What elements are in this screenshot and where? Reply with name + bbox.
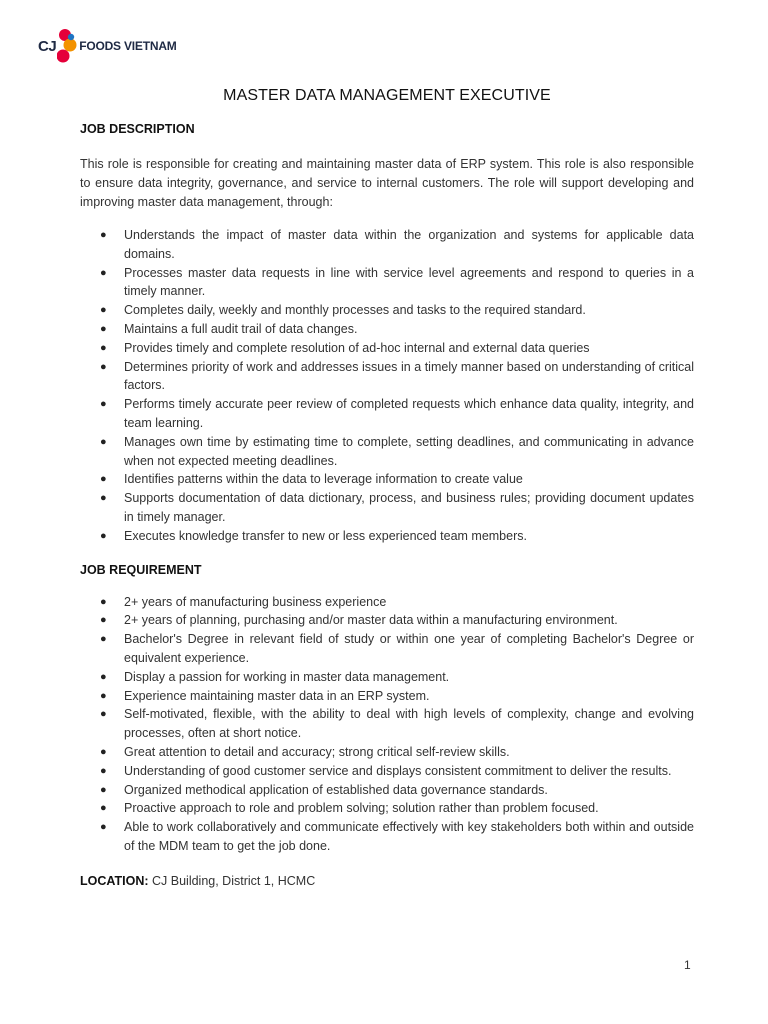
job-requirement-item bbox=[80, 593, 694, 612]
job-description-item bbox=[80, 301, 694, 320]
bullet-icon: ● bbox=[100, 322, 107, 335]
job-requirement-item bbox=[80, 687, 694, 706]
job-requirement-item-text: Display a passion for working in master data management. bbox=[124, 669, 450, 684]
bullet-icon: ● bbox=[100, 304, 107, 317]
job-requirement-heading: JOB REQUIREMENT bbox=[80, 562, 202, 577]
bullet-icon: ● bbox=[100, 229, 107, 241]
job-description-item bbox=[80, 395, 694, 433]
job-description-item bbox=[80, 433, 694, 471]
job-description-item-text: Determines priority of work and addresses issues in a timely manner based on understanding of critical factors. bbox=[124, 359, 694, 393]
bullet-icon: ● bbox=[100, 595, 107, 608]
job-description-item-text: Supports documentation of data dictionary, process, and business rules; providing document updates in timely manager. bbox=[124, 491, 694, 524]
job-requirement-item bbox=[80, 743, 694, 762]
job-requirement-item-text: Self-motivated, flexible, with the ability to deal with high levels of complexity, change and evolving processes, often at short notice. bbox=[124, 707, 694, 741]
bullet-icon: ● bbox=[100, 435, 107, 448]
cj-petal-mark-icon bbox=[57, 26, 77, 66]
job-requirement-item bbox=[80, 668, 694, 687]
bullet-icon: ● bbox=[100, 689, 107, 702]
page-number: 1 bbox=[684, 958, 691, 972]
bullet-icon: ● bbox=[100, 783, 107, 796]
job-description-intro: This role is responsible for creating and maintaining master data of ERP system. This role is also responsible to ensure data integrity, governance, and service to internal customers. The role will support developing and improving master data management, through: bbox=[80, 157, 694, 209]
job-description-item bbox=[80, 489, 694, 527]
job-description-item bbox=[80, 226, 694, 264]
job-requirement-item-text: Great attention to detail and accuracy; strong critical self-review skills. bbox=[124, 744, 510, 759]
location-value: CJ Building, District 1, HCMC bbox=[152, 873, 316, 888]
bullet-icon: ● bbox=[100, 492, 107, 505]
job-description-item-text: Processes master data requests in line with service level agreements and respond to queries in a timely manner. bbox=[124, 265, 694, 299]
bullet-icon: ● bbox=[100, 764, 107, 777]
job-requirement-item bbox=[80, 611, 694, 630]
job-requirement-item-text: Understanding of good customer service and displays consistent commitment to deliver the results. bbox=[124, 763, 672, 778]
job-requirement-item bbox=[80, 705, 694, 743]
page-title: MASTER DATA MANAGEMENT EXECUTIVE bbox=[223, 87, 551, 104]
job-requirement-item-text: Experience maintaining master data in an ERP system. bbox=[124, 688, 430, 703]
bullet-icon: ● bbox=[100, 802, 107, 815]
logo-prefix: CJ bbox=[38, 37, 57, 55]
job-description-item-text: Maintains a full audit trail of data changes. bbox=[124, 321, 358, 336]
job-description-item bbox=[80, 320, 694, 339]
logo-brand-text: FOODS VIETNAM bbox=[79, 39, 177, 53]
location-label: LOCATION: bbox=[80, 873, 149, 888]
job-description-item-text: Provides timely and complete resolution of ad-hoc internal and external data queries bbox=[124, 340, 590, 355]
job-requirement-item-text: 2+ years of manufacturing business experience bbox=[124, 594, 387, 609]
job-requirement-list bbox=[80, 593, 694, 856]
job-description-item-text: Executes knowledge transfer to new or less experienced team members. bbox=[124, 528, 527, 543]
job-requirement-item bbox=[80, 781, 694, 800]
bullet-icon: ● bbox=[100, 529, 107, 542]
bullet-icon: ● bbox=[100, 473, 107, 486]
job-description-item-text: Manages own time by estimating time to complete, setting deadlines, and communicating in advance when not expected meeting deadlines. bbox=[124, 434, 694, 468]
job-description-item-text: Understands the impact of master data within the organization and systems for applicable data domains. bbox=[124, 228, 694, 261]
job-description-list bbox=[80, 226, 694, 546]
bullet-icon: ● bbox=[100, 614, 107, 627]
job-requirement-item-text: 2+ years of planning, purchasing and/or master data within a manufacturing environment. bbox=[124, 613, 618, 628]
document-body bbox=[80, 84, 694, 891]
job-requirement-item bbox=[80, 799, 694, 818]
job-description-item bbox=[80, 470, 694, 489]
job-requirement-item bbox=[80, 630, 694, 668]
job-requirement-item-text: Organized methodical application of established data governance standards. bbox=[124, 782, 548, 797]
bullet-icon: ● bbox=[100, 670, 107, 683]
job-requirement-item bbox=[80, 762, 694, 781]
bullet-icon: ● bbox=[100, 341, 107, 354]
job-description-item bbox=[80, 358, 694, 396]
job-description-item-text: Completes daily, weekly and monthly processes and tasks to the required standard. bbox=[124, 303, 586, 318]
job-requirement-item bbox=[80, 818, 694, 856]
bullet-icon: ● bbox=[100, 266, 107, 279]
job-requirement-item-text: Proactive approach to role and problem solving; solution rather than problem focused. bbox=[124, 801, 599, 816]
bullet-icon: ● bbox=[100, 360, 107, 373]
cj-foods-logo bbox=[38, 24, 177, 68]
bullet-icon: ● bbox=[100, 708, 107, 721]
job-description-item bbox=[80, 339, 694, 358]
location-line bbox=[80, 872, 694, 891]
job-description-heading: JOB DESCRIPTION bbox=[80, 122, 195, 136]
job-description-item bbox=[80, 527, 694, 546]
job-requirement-item-text: Bachelor's Degree in relevant field of study or within one year of completing Bachelor's Degree or equivalent experience. bbox=[124, 632, 694, 665]
bullet-icon: ● bbox=[100, 745, 107, 758]
bullet-icon: ● bbox=[100, 821, 107, 834]
job-description-item-text: Performs timely accurate peer review of completed requests which enhance data quality, integrity, and team learning. bbox=[124, 397, 694, 430]
job-description-item-text: Identifies patterns within the data to leverage information to create value bbox=[124, 472, 523, 487]
bullet-icon: ● bbox=[100, 633, 107, 646]
job-description-item bbox=[80, 264, 694, 302]
bullet-icon: ● bbox=[100, 398, 107, 411]
job-requirement-item-text: Able to work collaboratively and communicate effectively with key stakeholders both within and outside of the MDM team to get the job done. bbox=[124, 820, 694, 853]
